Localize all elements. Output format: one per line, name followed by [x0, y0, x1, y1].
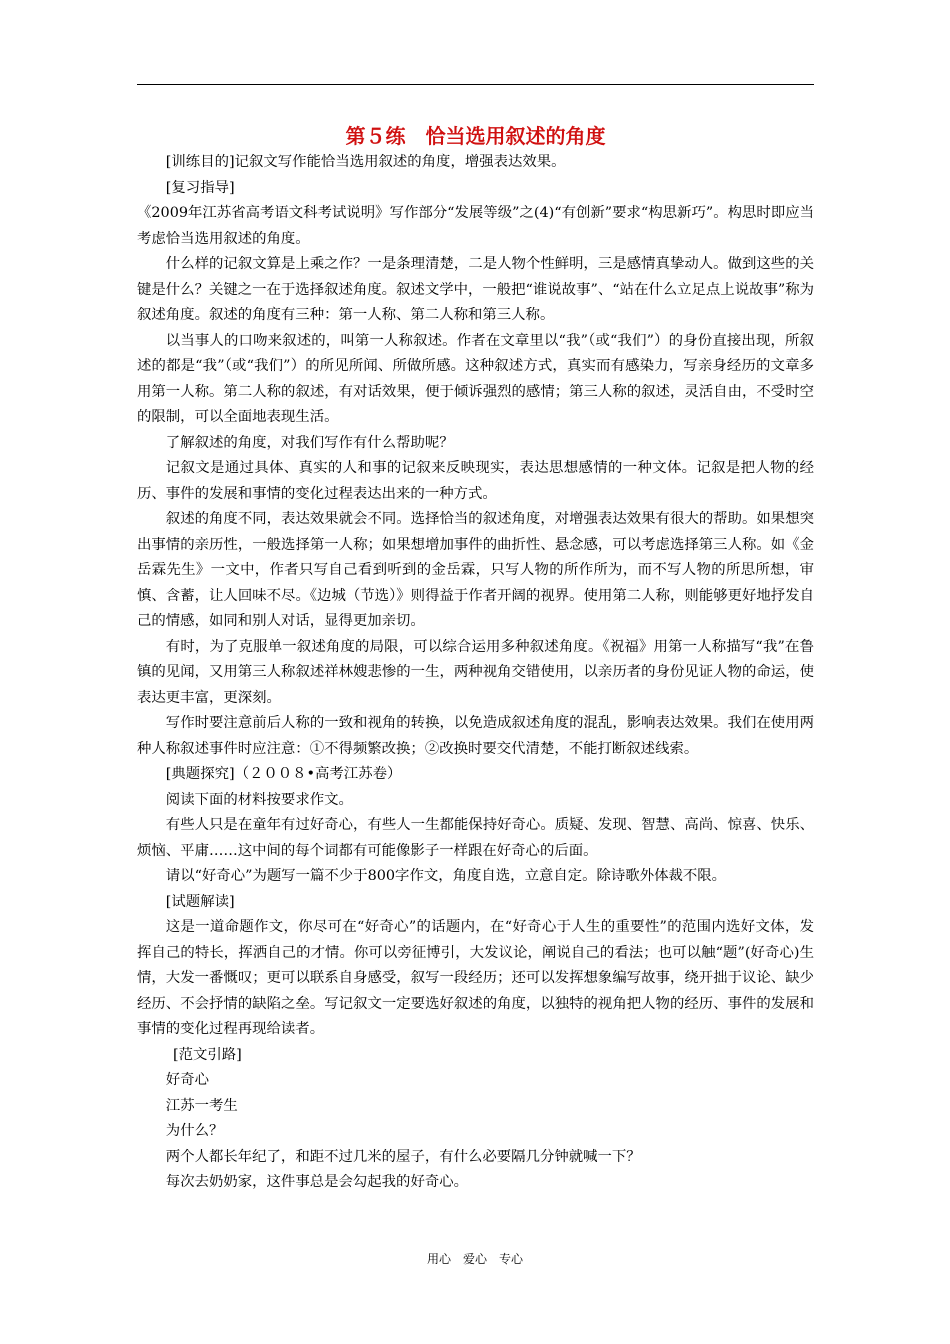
paragraph: 有些人只是在童年有过好奇心，有些人一生都能保持好奇心。质疑、发现、智慧、高尚、惊喜、快乐、烦恼、平庸……这中间的每个词都有可能像影子一样跟在好奇心的后面。 [137, 817, 814, 859]
paragraph: 这是一道命题作文，你尽可在“好奇心”的话题内，在“好奇心于人生的重要性”的范围内选好文体，发挥自己的特长，挥洒自己的才情。你可以旁征博引，大发议论，阐说自己的看法；也可以触“题”(好奇心)生情，大发一番慨叹；更可以联系自身感受，叙写一段经历；还可以发挥想象编写故事，绕开拙于议论、缺少经历、不会抒情的缺陷之垒。写记叙文一定要选好叙述的角度，以独特的视角把人物的经历、事件的发展和事情的变化过程再现给读者。 [137, 919, 814, 1037]
paragraph: 有时，为了克服单一叙述角度的局限，可以综合运用多种叙述角度。《祝福》用第一人称描写“我”在鲁镇的见闻，又用第三人称叙述祥林嫂悲惨的一生，两种视角交错使用，以亲历者的身份见证人物的命运，使表达更丰富，更深刻。 [137, 638, 814, 706]
paragraph: 叙述的角度不同，表达效果就会不同。选择恰当的叙述角度，对增强表达效果有很大的帮助。如果想突出事情的亲历性，一般选择第一人称；如果想增加事件的曲折性、悬念感，可以考虑选择第三人称。如《金岳霖先生》一文中，作者只写自己看到听到的金岳霖，只写人物的所作所为，而不写人物的所思所想，审慎、含蓄，让人回味不尽。《边城（节选）》则得益于作者开阔的视界。使用第二人称，则能够更好地抒发自己的情感，如同和别人对话，显得更加亲切。 [137, 511, 814, 629]
page-title: 第５练 恰当选用叙述的角度 [345, 124, 606, 148]
paragraph: 每次去奶奶家，这件事总是会勾起我的好奇心。 [165, 1174, 469, 1190]
paragraph: 写作时要注意前后人称的一致和视角的转换，以免造成叙述角度的混乱，影响表达效果。我们在使用两种人称叙述事件时应注意：①不得频繁改换；②改换时要交代清楚，不能打断叙述线索。 [137, 715, 814, 757]
paragraph: 以当事人的口吻来叙述的，叫第一人称叙述。作者在文章里以“我”（或“我们”）的身份直接出现，所叙述的都是“我”（或“我们”）的所见所闻、所做所感。这种叙述方式，真实而有感染力，写亲身经历的文章多用第一人称。第二人称的叙述，有对话效果，便于倾诉强烈的感情；第三人称的叙述，灵活自由，不受时空的限制，可以全面地表现生活。 [137, 332, 814, 425]
paragraph: 什么样的记叙文算是上乘之作？一是条理清楚，二是人物个性鲜明，三是感情真挚动人。做到这些的关键是什么？关键之一在于选择叙述角度。叙述文学中，一般把“谁说故事”、“站在什么立足点上说故事”称为叙述角度。叙述的角度有三种：第一人称、第二人称和第三人称。 [137, 256, 815, 323]
paragraph-training-goal: [训练目的]记叙文写作能恰当选用叙述的角度，增强表达效果。 [165, 154, 566, 170]
paragraph: 两个人都长年纪了，和距不过几米的屋子，有什么必要隔几分钟就喊一下？ [165, 1148, 641, 1165]
essay-title: 好奇心 [165, 1072, 209, 1088]
paragraph-exam-description: 《2009年江苏省高考语文科考试说明》写作部分“发展等级”之(4)“有创新”要求“构思新巧”。构思时即应当考虑恰当选用叙述的角度。 [137, 205, 814, 247]
paragraph: 为什么？ [165, 1123, 224, 1139]
paragraph-typical-question-label: [典题探究]（２００８•高考江苏卷） [165, 766, 402, 782]
paragraph: 阅读下面的材料按要求作文。 [165, 791, 353, 808]
paragraph: 请以“好奇心”为题写一篇不少于800字作文，角度自选，立意自定。除诗歌外体裁不限。 [165, 868, 727, 884]
header-rule [137, 84, 814, 85]
page-footer: 用心 爱心 专心 [426, 1252, 523, 1266]
essay-author: 江苏一考生 [165, 1097, 238, 1114]
paragraph: 了解叙述的角度，对我们写作有什么帮助呢？ [165, 434, 454, 451]
paragraph-interpretation-label: [试题解读] [165, 893, 235, 910]
paragraph-model-essay-label: [范文引路] [173, 1046, 242, 1063]
paragraph-review-guide-label: [复习指导] [165, 179, 235, 196]
body-text [137, 150, 814, 1196]
paragraph: 记叙文是通过具体、真实的人和事的记叙来反映现实，表达思想感情的一种文体。记叙是把人物的经历、事件的发展和事情的变化过程表达出来的一种方式。 [137, 460, 814, 502]
